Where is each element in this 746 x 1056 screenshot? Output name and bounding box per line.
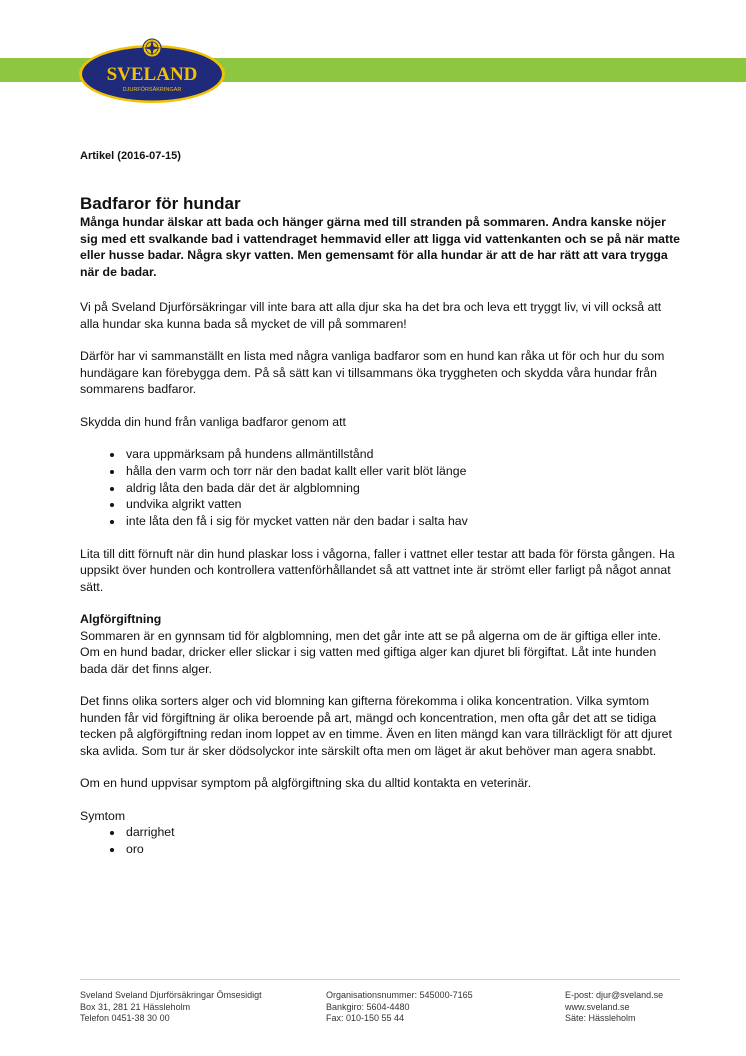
logo-graphic <box>78 36 226 106</box>
list-item: • darrighet <box>124 824 680 841</box>
article-title: Badfaror för hundar <box>80 194 241 213</box>
article-lead: Många hundar älskar att bada och hänger gärna med till stranden på sommaren. Andra kanske nöjer sig med ett svalkande bad i vattendraget hemmavid eller att ligga vid vattenkanten och se på när matte eller husse badar. Några skyr vatten. Men gemensamt för alla hundar är att de har rätt att vara trygga när de badar. <box>80 215 681 279</box>
paragraph-6: Om en hund uppvisar symptom på algförgiftning ska du alltid kontakta en veterinär. <box>80 776 532 791</box>
footer-phone: Telefon 0451-38 30 00 <box>80 1013 170 1023</box>
logo-subtext: DJURFÖRSÄKRINGAR <box>122 87 182 93</box>
paragraph-3: Lita till ditt förnuft när din hund plaskar loss i vågorna, faller i vattnet eller testar att bada för första gången. Ha uppsikt över hunden och kontrollera vattenförhållandet så att vattnet inte är strömt eller farligt på något annat sätt. <box>80 546 675 594</box>
compass-icon <box>143 39 161 57</box>
list-item: • oro <box>124 841 680 858</box>
footer-contact-info <box>565 990 663 1025</box>
paragraph-1: Vi på Sveland Djurförsäkringar vill inte bara att alla djur ska ha det bra och leva ett tryggt liv, vi vill också att alla hundar ska kunna bada så mycket de vill på sommaren! <box>80 300 662 331</box>
list-item: • inte låta den få i sig för mycket vatten när den badar i salta hav <box>124 513 680 530</box>
footer-fax: Fax: 010-150 55 44 <box>326 1013 405 1023</box>
paragraph-4: Sommaren är en gynnsam tid för algblomning, men det går inte att se på algerna om de är giftiga eller inte. Om en hund badar, dricker eller slickar i sig vatten med giftiga alger kan djuret bli förgiftat. Låt inte hunden bada där det finns alger. <box>80 628 662 676</box>
list-item: • undvika algrikt vatten <box>124 496 680 513</box>
logo-wordmark: SVELAND <box>106 64 198 85</box>
footer-email[interactable]: E-post: djur@sveland.se <box>565 990 664 1000</box>
article-body <box>80 148 680 858</box>
list-intro: Skydda din hund från vanliga badfaror genom att <box>80 414 346 429</box>
footer-org-number: Organisationsnummer: 545000-7165 <box>326 990 473 1000</box>
footer-company-info <box>80 990 262 1025</box>
list-item: • aldrig låta den bada där det är algblomning <box>124 480 680 497</box>
section-heading: Algförgiftning <box>80 612 162 627</box>
symptoms-label: Symtom <box>80 808 126 823</box>
paragraph-5: Det finns olika sorters alger och vid blomning kan gifterna förekomma i olika koncentration. Vilka symtom hunden får vid förgiftning är olika beroende på art, mängd och koncentration, men ofta går det att se tidiga tecken på algförgiftning redan inom loppet av en timme. Även en liten mängd kan vara tillräckligt för att djuret ska avlida. Som tur är sker dödsolyckor inte särskilt ofta men om läget är akut behöver man agera snabbt. <box>80 694 672 758</box>
footer-seat: Säte: Hässleholm <box>565 1013 636 1023</box>
footer-divider <box>80 979 680 980</box>
footer-address: Box 31, 281 21 Hässleholm <box>80 1001 191 1012</box>
list-item: • vara uppmärksam på hundens allmäntillstånd <box>124 446 680 463</box>
article-date: Artikel (2016-07-15) <box>80 150 181 162</box>
symptoms-list <box>80 824 680 858</box>
footer-registration-info <box>326 990 473 1025</box>
paragraph-2: Därför har vi sammanställt en lista med några vanliga badfaror som en hund kan råka ut för och hur du som hundägare kan förebygga dem. På så sätt kan vi tillsammans öka tryggheten och skydda våra hundar från sommarens badfaror. <box>80 349 665 396</box>
footer-website[interactable]: www.sveland.se <box>565 1001 630 1012</box>
sveland-logo[interactable] <box>78 36 226 106</box>
tips-list <box>80 446 680 530</box>
list-item: • hålla den varm och torr när den badat kallt eller varit blöt länge <box>124 463 680 480</box>
footer-company-name: Sveland Sveland Djurförsäkringar Ömsesidigt <box>80 990 262 1000</box>
footer-bankgiro: Bankgiro: 5604-4480 <box>326 1001 410 1012</box>
